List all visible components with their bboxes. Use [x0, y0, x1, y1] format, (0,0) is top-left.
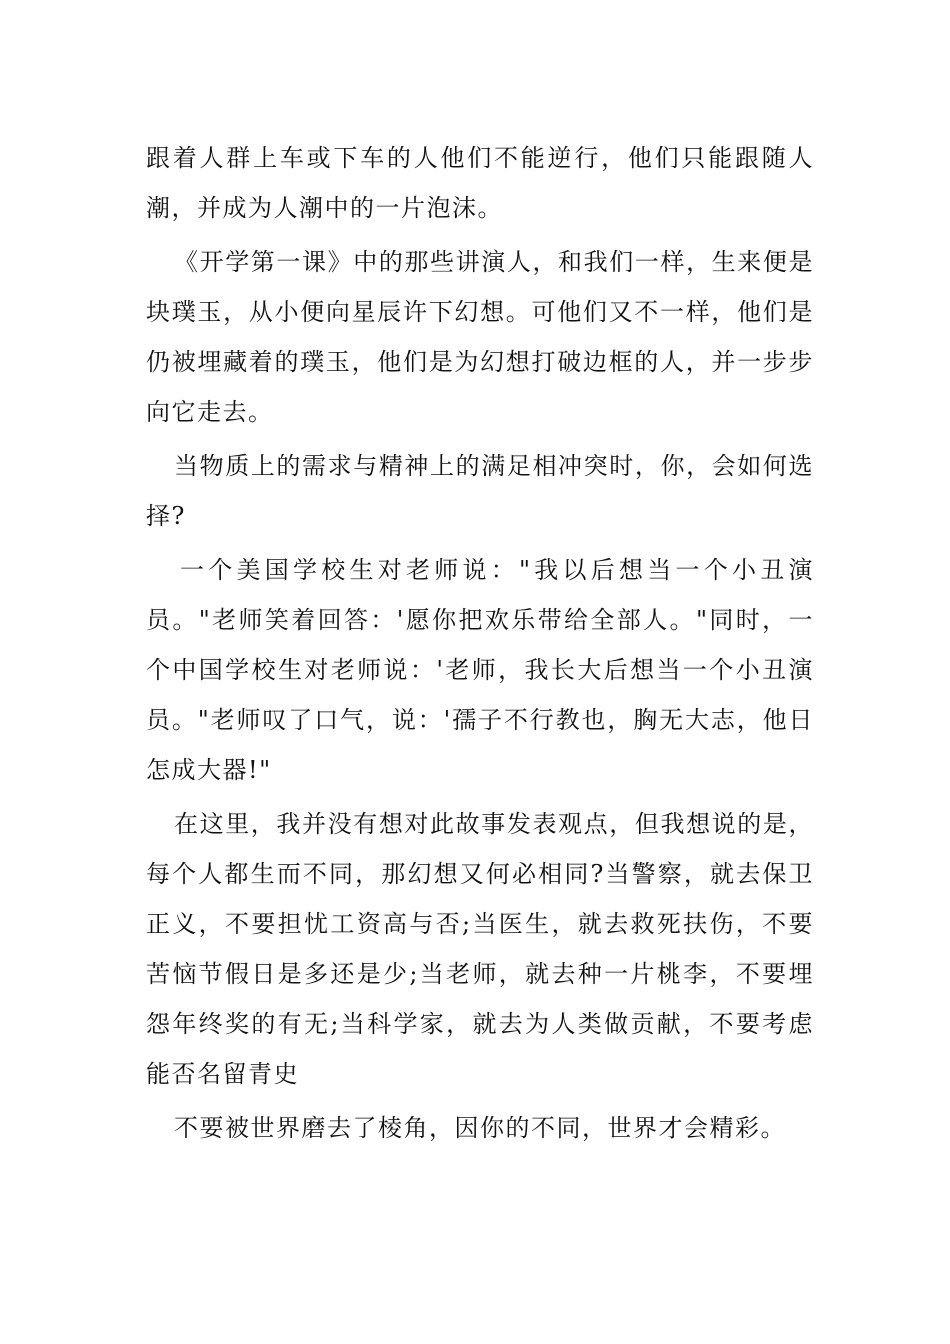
document-body	[146, 133, 814, 1153]
paragraph-3: 当物质上的需求与精神上的满足相冲突时，你，会如何选择?	[146, 452, 814, 530]
paragraph-5: 在这里，我并没有想对此故事发表观点，但我想说的是，每个人都生而不同，那幻想又何必相同?当警察，就去保卫正义，不要担忧工资高与否;当医生，就去救死扶伤，不要苦恼节假日是多还是少;当老师，就去种一片桃李，不要埋怨年终奖的有无;当科学家，就去为人类做贡献，不要考虑能否名留青史	[146, 810, 814, 1088]
paragraph-6: 不要被世界磨去了棱角，因你的不同，世界才会精彩。	[174, 1114, 786, 1142]
paragraph-4: 一个美国学校生对老师说："我以后想当一个小丑演员。"老师笑着回答：'愿你把欢乐带给全部人。"同时，一个中国学校生对老师说：'老师，我长大后想当一个小丑演员。"老师叹了口气，说：'孺子不行教也，胸无大志，他日怎成大器!"	[146, 556, 814, 784]
paragraph-1: 跟着人群上车或下车的人他们不能逆行，他们只能跟随人潮，并成为人潮中的一片泡沫。	[146, 144, 814, 222]
paragraph-2: 《开学第一课》中的那些讲演人，和我们一样，生来便是块璞玉，从小便向星辰许下幻想。可他们又不一样，他们是仍被埋藏着的璞玉，他们是为幻想打破边框的人，并一步步向它走去。	[146, 248, 814, 426]
